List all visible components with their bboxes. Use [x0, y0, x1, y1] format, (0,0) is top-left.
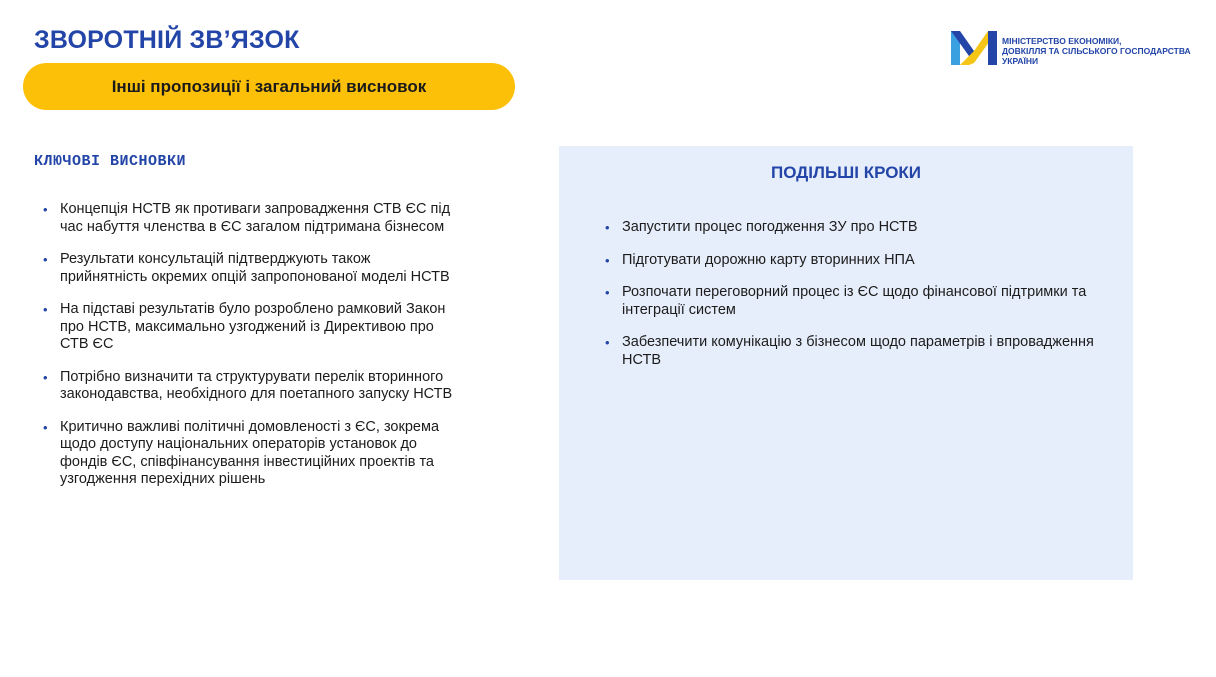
logo-line: УКРАЇНИ [1002, 56, 1039, 66]
list-item: • Розпочати переговорний процес із ЄС щодо фінансової підтримки та інтеграції систем [605, 284, 1120, 319]
section-subtitle: Інші пропозиції і загальний висновок [111, 76, 427, 96]
ministry-logo-text [1002, 36, 1191, 66]
logo-line: ДОВКІЛЛЯ ТА СІЛЬСЬКОГО ГОСПОДАРСТВА [1002, 46, 1191, 56]
key-conclusions-heading: КЛЮЧОВІ ВИСНОВКИ [34, 153, 187, 170]
ministry-logo [951, 27, 1201, 69]
list-item: • Потрібно визначити та структурувати перелік вторинного законодавства, необхідного для поетапного запуску НСТВ [43, 369, 453, 404]
next-steps-panel [559, 146, 1133, 580]
key-conclusions-list [43, 201, 453, 504]
next-steps-list [605, 219, 1120, 384]
list-item: • Результати консультацій підтверджують також прийнятність окремих опцій запропонованої моделі НСТВ [43, 251, 453, 286]
list-item: • На підставі результатів було розроблено рамковий Закон про НСТВ, максимально узгоджений із Директивою про СТВ ЄС [43, 301, 453, 354]
logo-line: МІНІСТЕРСТВО ЕКОНОМІКИ, [1002, 36, 1122, 46]
list-item: • Підготувати дорожню карту вторинних НПА [605, 252, 1120, 270]
list-item: • Критично важливі політичні домовленості з ЄС, зокрема щодо доступу національних операторів установок до фондів ЄС, співфінансування інвестиційних проектів та узгодження перехідних рішень [43, 419, 453, 489]
ministry-logo-icon [951, 27, 997, 65]
list-item: • Запустити процес погодження ЗУ про НСТВ [605, 219, 1120, 237]
list-item: • Забезпечити комунікацію з бізнесом щодо параметрів і впровадження НСТВ [605, 334, 1120, 369]
section-subtitle-banner [23, 63, 515, 110]
list-item: • Концепція НСТВ як противаги запровадження СТВ ЄС під час набуття членства в ЄС загалом підтримана бізнесом [43, 201, 453, 236]
page-title: ЗВОРОТНІЙ ЗВ’ЯЗОК [34, 26, 300, 54]
next-steps-heading: ПОДІЛЬШІ КРОКИ [770, 163, 922, 182]
